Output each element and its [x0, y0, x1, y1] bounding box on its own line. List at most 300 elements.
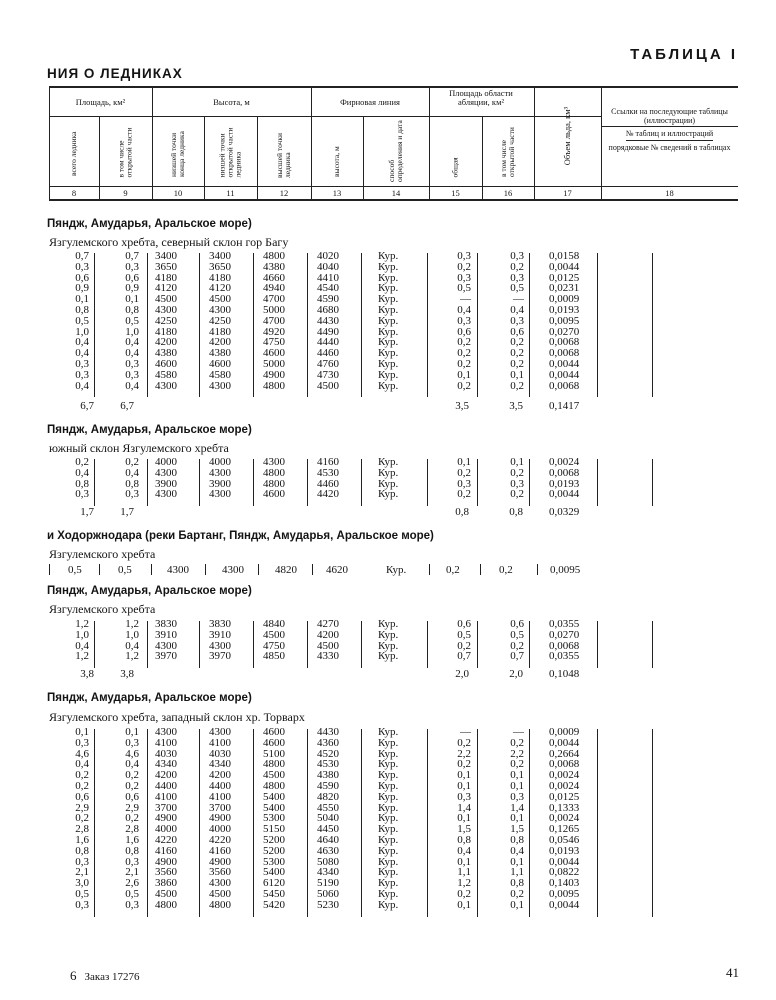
table-cell: 0,2: [510, 488, 524, 501]
table-cell: 4380: [317, 769, 339, 782]
table-cell: 4420: [317, 488, 339, 501]
table-cell: 0,0068: [549, 639, 580, 652]
column-values: [107, 727, 139, 911]
total-value: 3,8: [120, 668, 134, 680]
table-cell: Кур.: [378, 779, 399, 792]
table-cell: 4380: [263, 260, 285, 273]
table-cell: 0,1: [457, 779, 471, 792]
table-cell: Кур.: [378, 801, 399, 814]
table-cell: 0,2: [510, 639, 524, 652]
table-cell: 0,1: [510, 898, 524, 911]
table-cell: 4220: [209, 833, 231, 846]
table-cell: 4800: [263, 466, 285, 479]
table-cell: 4940: [263, 282, 285, 295]
column-values: [490, 251, 524, 391]
table-cell: 4200: [155, 336, 177, 349]
section-subtitle: Язгулемского хребта: [49, 602, 156, 616]
table-cell: 0,0068: [549, 379, 580, 392]
column-number: 14: [391, 188, 401, 198]
table-cell: 4020: [317, 250, 339, 262]
table-cell: 0,8: [75, 844, 89, 857]
column-values: [155, 619, 195, 662]
table-cell: 4160: [209, 844, 231, 857]
table-cell: 0,6: [125, 790, 139, 803]
table-cell: 0,2: [457, 347, 471, 360]
header-height: Высота, м: [213, 97, 250, 107]
table-cell: 0,5: [68, 564, 82, 576]
table-cell: —: [460, 726, 471, 738]
table-cell: 0,9: [125, 282, 139, 295]
table-cell: 0,0095: [549, 314, 580, 327]
table-cell: 3650: [155, 260, 177, 273]
table-cell: 0,3: [75, 488, 89, 501]
table-cell: 0,2: [457, 336, 471, 349]
table-cell: 4300: [209, 877, 231, 890]
table-cell: 4300: [155, 303, 177, 316]
table-cell: Кур.: [378, 488, 399, 501]
table-cell: 2,2: [457, 747, 471, 760]
table-cell: 4800: [263, 250, 285, 262]
header-c12: высшей точки ледника: [275, 132, 292, 178]
footer-order-text: Заказ 17276: [84, 971, 140, 983]
column-values: [549, 251, 593, 391]
table-cell: 0,4: [457, 303, 471, 316]
table-cell: 4700: [263, 293, 285, 306]
table-cell: 0,3: [457, 250, 471, 262]
column-values: [378, 619, 418, 662]
table-cell: 1,0: [75, 628, 89, 641]
table-cell: 0,2: [510, 758, 524, 771]
column-values: [437, 727, 471, 911]
table-cell: 5420: [263, 898, 285, 911]
total-value: 3,5: [509, 400, 523, 412]
table-cell: 2,1: [125, 866, 139, 879]
header-refs: [601, 108, 738, 152]
table-cell: Кур.: [378, 628, 399, 641]
table-cell: 1,1: [457, 866, 471, 879]
table-cell: 4800: [209, 898, 231, 911]
table-cell: 0,0068: [549, 758, 580, 771]
table-cell: 0,2: [125, 456, 139, 468]
section-title: Пяндж, Амударья, Аральское море): [47, 692, 252, 704]
table-cell: 4500: [263, 769, 285, 782]
table-cell: 5080: [317, 855, 339, 868]
section-subtitle: Язгулемского хребта, западный склон хр. Торварх: [49, 710, 305, 724]
table-cell: 4200: [209, 769, 231, 782]
header-c14: способ определения и дата: [387, 120, 404, 182]
table-cell: 4100: [209, 790, 231, 803]
table-cell: 3970: [209, 650, 231, 663]
table-cell: 1,2: [125, 650, 139, 663]
column-number: 12: [279, 188, 289, 198]
table-cell: 0,3: [457, 790, 471, 803]
table-cell: 4100: [155, 736, 177, 749]
table-cell: Кур.: [378, 466, 399, 479]
table-cell: 0,9: [75, 282, 89, 295]
table-cell: 4450: [317, 823, 339, 836]
table-cell: 0,1: [75, 293, 89, 306]
table-cell: 3910: [209, 628, 231, 641]
table-cell: 0,4: [75, 758, 89, 771]
table-cell: 4490: [317, 325, 339, 338]
table-cell: 0,8: [125, 477, 139, 490]
table-cell: 4000: [155, 823, 177, 836]
column-values: [378, 251, 418, 391]
table-cell: 3910: [155, 628, 177, 641]
table-cell: 4300: [155, 488, 177, 501]
table-cell: 0,3: [75, 898, 89, 911]
table-cell: 4800: [263, 477, 285, 490]
table-cell: 4120: [155, 282, 177, 295]
table-cell: 0,3: [510, 477, 524, 490]
column-values: [107, 457, 139, 500]
table-cell: 0,4: [75, 347, 89, 360]
column-values: [57, 457, 89, 500]
column-values: [490, 457, 524, 500]
table-cell: 4300: [263, 456, 285, 468]
header-c15: общая: [450, 157, 460, 178]
table-cell: 4340: [155, 758, 177, 771]
table-cell: 0,7: [457, 650, 471, 663]
table-cell: 4590: [317, 293, 339, 306]
table-cell: 1,0: [125, 325, 139, 338]
table-cell: 4900: [155, 812, 177, 825]
table-cell: 4040: [317, 260, 339, 273]
table-cell: 0,4: [75, 466, 89, 479]
table-cell: 0,2: [125, 812, 139, 825]
table-cell: 4500: [155, 887, 177, 900]
table-cell: Кур.: [378, 618, 399, 630]
table-cell: Кур.: [378, 887, 399, 900]
table-cell: 1,1: [510, 866, 524, 879]
table-cell: 3860: [155, 877, 177, 890]
total-value: 1,7: [120, 506, 134, 518]
column-values: [209, 619, 249, 662]
table-cell: 0,1: [125, 726, 139, 738]
total-value: 3,5: [455, 400, 469, 412]
table-cell: 4900: [209, 812, 231, 825]
column-values: [209, 251, 249, 391]
table-cell: 0,1: [510, 812, 524, 825]
table-cell: 0,2: [510, 357, 524, 370]
table-cell: Кур.: [378, 347, 399, 360]
table-cell: 0,2: [75, 779, 89, 792]
table-cell: 0,5: [510, 282, 524, 295]
table-cell: 4640: [317, 833, 339, 846]
table-cell: 0,1: [125, 293, 139, 306]
table-cell: Кур.: [378, 866, 399, 879]
column-values: [57, 251, 89, 391]
table-cell: 4750: [263, 336, 285, 349]
column-values: [107, 251, 139, 391]
column-values: [263, 727, 303, 911]
table-cell: 0,2: [457, 260, 471, 273]
table-cell: Кур.: [378, 833, 399, 846]
table-cell: 3900: [155, 477, 177, 490]
table-cell: 4800: [263, 379, 285, 392]
table-cell: 4200: [317, 628, 339, 641]
table-cell: Кур.: [378, 325, 399, 338]
table-cell: Кур.: [378, 314, 399, 327]
table-cell: 0,2: [457, 357, 471, 370]
table-cell: 3700: [155, 801, 177, 814]
table-cell: Кур.: [378, 456, 399, 468]
table-cell: 4850: [263, 650, 285, 663]
table-cell: 1,0: [125, 628, 139, 641]
table-cell: 0,0044: [549, 368, 580, 381]
table-cell: 4300: [222, 564, 244, 576]
table-cell: 4300: [209, 639, 231, 652]
table-cell: 4380: [209, 347, 231, 360]
column-values: [490, 619, 524, 662]
table-cell: 1,6: [75, 833, 89, 846]
table-cell: Кур.: [378, 336, 399, 349]
table-cell: 4030: [155, 747, 177, 760]
table-cell: 4540: [317, 282, 339, 295]
table-cell: 5400: [263, 801, 285, 814]
header-firn: Фирновая линия: [340, 97, 400, 107]
table-cell: 5300: [263, 855, 285, 868]
table-cell: 0,2: [75, 769, 89, 782]
table-cell: 0,4: [75, 639, 89, 652]
table-cell: 0,8: [125, 844, 139, 857]
column-values: [437, 457, 471, 500]
table-cell: Кур.: [378, 877, 399, 890]
table-cell: 0,0546: [549, 833, 580, 846]
table-cell: 0,0068: [549, 336, 580, 349]
table-cell: 2,8: [75, 823, 89, 836]
table-cell: 0,0024: [549, 769, 580, 782]
table-cell: 0,8: [75, 477, 89, 490]
table-cell: 0,1: [510, 855, 524, 868]
table-cell: 1,2: [75, 618, 89, 630]
table-cell: 0,4: [125, 347, 139, 360]
table-label: ТАБЛИЦА I: [630, 46, 738, 63]
table-cell: 0,5: [75, 887, 89, 900]
table-cell: 0,1: [75, 726, 89, 738]
table-cell: 0,3: [75, 260, 89, 273]
table-cell: 5190: [317, 877, 339, 890]
table-cell: 3830: [209, 618, 231, 630]
table-cell: 0,3: [510, 271, 524, 284]
column-values: [317, 457, 357, 500]
table-cell: 4820: [275, 564, 297, 576]
table-cell: 4340: [317, 866, 339, 879]
table-cell: 4400: [155, 779, 177, 792]
table-cell: 5000: [263, 303, 285, 316]
header-c8: всего ледника: [69, 131, 78, 176]
total-value: 0,8: [509, 506, 523, 518]
table-cell: 0,4: [125, 639, 139, 652]
column-values: [155, 727, 195, 911]
table-cell: 4500: [263, 628, 285, 641]
table-cell: 0,4: [75, 336, 89, 349]
column-number: 8: [71, 188, 77, 198]
table-cell: 4030: [209, 747, 231, 760]
table-cell: 4600: [263, 347, 285, 360]
table-cell: 4620: [326, 564, 348, 576]
table-cell: 4800: [155, 898, 177, 911]
table-cell: Кур.: [378, 303, 399, 316]
table-cell: 4000: [209, 456, 231, 468]
table-cell: 0,0044: [549, 736, 580, 749]
table-cell: 4300: [209, 726, 231, 738]
table-cell: 0,3: [125, 488, 139, 501]
total-value: 2,0: [455, 668, 469, 680]
table-cell: 4600: [263, 726, 285, 738]
table-cell: Кур.: [378, 769, 399, 782]
table-cell: 4160: [155, 844, 177, 857]
table-cell: 0,2: [510, 736, 524, 749]
table-cell: 0,0193: [549, 844, 580, 857]
table-cell: 0,3: [125, 855, 139, 868]
table-cell: 0,3: [125, 357, 139, 370]
total-value: 6,7: [120, 400, 134, 412]
table-cell: 4330: [317, 650, 339, 663]
table-cell: 0,3: [510, 314, 524, 327]
table-cell: 0,1333: [549, 801, 580, 814]
column-number: 13: [332, 188, 342, 198]
table-cell: 0,0193: [549, 477, 580, 490]
table-cell: 0,1265: [549, 823, 580, 836]
table-cell: 0,2: [510, 379, 524, 392]
table-cell: 5400: [263, 866, 285, 879]
column-values: [107, 619, 139, 662]
table-cell: 4270: [317, 618, 339, 630]
table-cell: 1,2: [457, 877, 471, 890]
table-cell: 4360: [317, 736, 339, 749]
table-cell: 0,2: [125, 779, 139, 792]
table-cell: 4300: [155, 379, 177, 392]
column-number: 10: [173, 188, 183, 198]
table-cell: 4530: [317, 466, 339, 479]
table-cell: 0,4: [125, 336, 139, 349]
table-cell: 0,2: [457, 639, 471, 652]
table-cell: 0,0024: [549, 812, 580, 825]
total-value: 1,7: [80, 506, 94, 518]
table-cell: 4180: [209, 271, 231, 284]
table-cell: 0,0009: [549, 726, 580, 738]
table-header: [49, 86, 738, 201]
table-cell: 4300: [209, 466, 231, 479]
table-cell: 0,3: [510, 790, 524, 803]
table-cell: Кур.: [378, 855, 399, 868]
table-cell: Кур.: [378, 747, 399, 760]
table-cell: 0,0355: [549, 618, 580, 630]
table-cell: 4440: [317, 336, 339, 349]
table-cell: 4520: [317, 747, 339, 760]
table-cell: 4580: [209, 368, 231, 381]
table-cell: 0,2: [457, 488, 471, 501]
table-cell: 4,6: [125, 747, 139, 760]
table-cell: 5200: [263, 833, 285, 846]
table-cell: 4400: [209, 779, 231, 792]
table-cell: 0,3: [457, 477, 471, 490]
column-number: 11: [226, 188, 235, 198]
header-area: Площадь, км²: [75, 97, 126, 107]
table-cell: 4600: [155, 357, 177, 370]
column-values: [155, 251, 195, 391]
table-cell: 0,7: [125, 250, 139, 262]
table-cell: 4120: [209, 282, 231, 295]
table-cell: 0,2: [457, 758, 471, 771]
table-cell: 0,2: [457, 736, 471, 749]
table-cell: 0,5: [125, 314, 139, 327]
table-cell: 0,0024: [549, 456, 580, 468]
column-values: [317, 251, 357, 391]
table-cell: 5150: [263, 823, 285, 836]
table-cell: 0,3: [75, 736, 89, 749]
table-cell: Кур.: [386, 564, 407, 576]
table-cell: 0,5: [457, 628, 471, 641]
table-cell: 4300: [155, 466, 177, 479]
table-cell: 2,9: [75, 801, 89, 814]
table-cell: 3560: [209, 866, 231, 879]
section-title: Пяндж, Амударья, Аральское море): [47, 424, 252, 436]
table-cell: 3400: [209, 250, 231, 262]
table-cell: 0,5: [75, 314, 89, 327]
table-cell: 4760: [317, 357, 339, 370]
table-cell: 4900: [155, 855, 177, 868]
section-subtitle: Язгулемского хребта: [49, 547, 156, 561]
column-number: 18: [665, 188, 674, 198]
table-cell: 0,0068: [549, 347, 580, 360]
table-cell: 4800: [263, 758, 285, 771]
page-number: 41: [726, 965, 739, 980]
table-cell: 0,3: [75, 357, 89, 370]
table-cell: 0,3: [510, 250, 524, 262]
table-cell: 4600: [263, 488, 285, 501]
table-cell: 4100: [155, 790, 177, 803]
table-cell: 4300: [155, 726, 177, 738]
table-cell: 1,5: [510, 823, 524, 836]
table-cell: 4380: [155, 347, 177, 360]
table-cell: 4430: [317, 726, 339, 738]
table-cell: 1,0: [75, 325, 89, 338]
table-cell: 0,1: [457, 456, 471, 468]
table-cell: 4840: [263, 618, 285, 630]
table-cell: 5000: [263, 357, 285, 370]
table-cell: 0,2: [510, 347, 524, 360]
header-ice-volume: Объем льда, км³: [562, 106, 573, 166]
column-values: [378, 727, 418, 911]
table-cell: 0,7: [75, 250, 89, 262]
table-cell: —: [460, 293, 471, 306]
table-cell: 3700: [209, 801, 231, 814]
table-cell: 0,0095: [550, 564, 581, 576]
table-cell: 4820: [317, 790, 339, 803]
section-title: Пяндж, Амударья, Аральское море): [47, 218, 252, 230]
table-cell: 5100: [263, 747, 285, 760]
table-cell: 0,2664: [549, 747, 580, 760]
table-cell: 0,8: [510, 877, 524, 890]
table-cell: 0,3: [125, 898, 139, 911]
column-values: [57, 619, 89, 662]
table-cell: Кур.: [378, 477, 399, 490]
table-cell: 0,3: [457, 271, 471, 284]
table-cell: Кур.: [378, 844, 399, 857]
table-cell: 0,3: [75, 855, 89, 868]
table-cell: Кур.: [378, 726, 399, 738]
refs-line2: порядковые № сведений в таблицах: [608, 142, 731, 152]
column-values: [549, 619, 593, 662]
table-cell: 0,4: [125, 758, 139, 771]
total-value: 0,0329: [549, 506, 580, 518]
page-heading: НИЯ О ЛЕДНИКАХ: [47, 66, 183, 81]
table-cell: Кур.: [378, 271, 399, 284]
table-cell: Кур.: [378, 368, 399, 381]
table-cell: 4300: [155, 639, 177, 652]
